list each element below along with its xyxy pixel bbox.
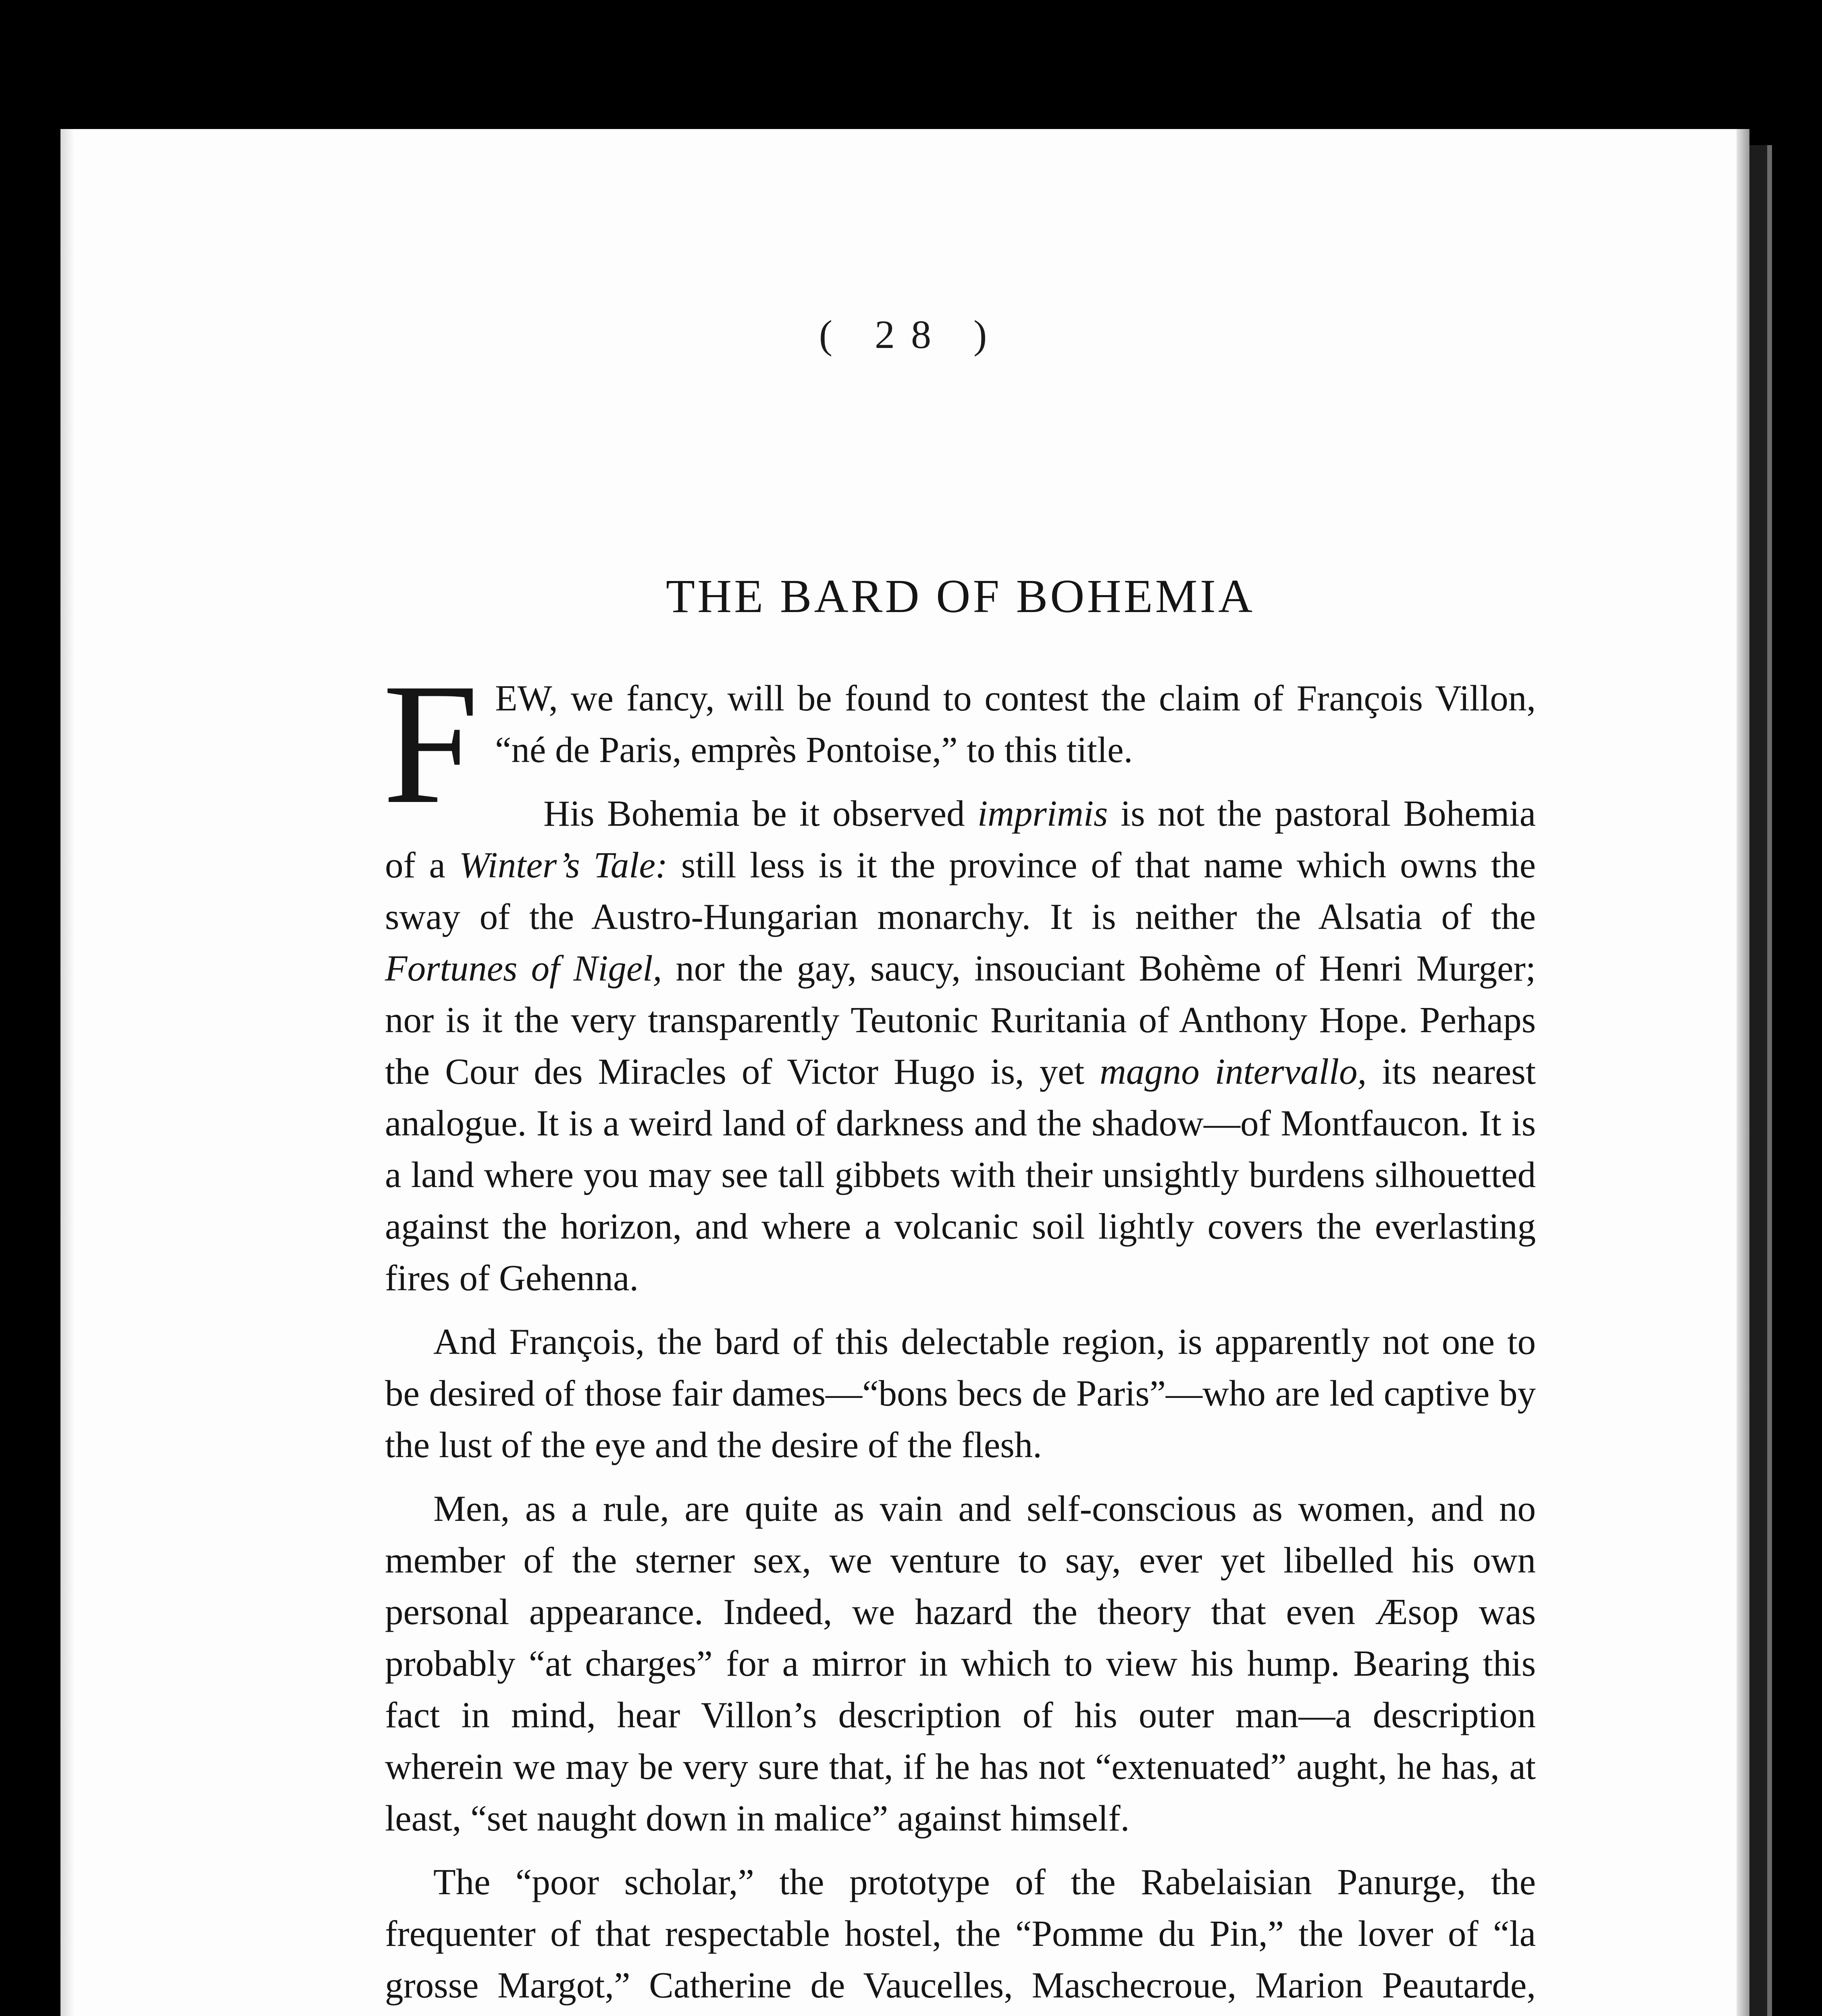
book-spine-edge <box>1767 145 1772 2016</box>
paragraph-2-text-i: its nearest analogue. It is a weird land of darkness and the shadow—of Montfaucon. It is a land where you may see tall gibbets with their unsightly burdens silhouetted against the horizon, and where a volcanic soil lightly covers the everlasting fires of Gehenna. <box>385 1051 1536 1298</box>
drop-cap: F <box>383 648 479 840</box>
paragraph-5: The “poor scholar,” the prototype of the Rabelaisian Panurge, the frequenter of that respectable hostel, the “Pomme du Pin,” the lover of “la grosse Margot,” Catherine de Vaucelles, Maschecroue, Marion Peautarde, <box>385 1862 1536 2006</box>
page-number: ( 28 ) <box>819 312 1003 357</box>
article-title: THE BARD OF BOHEMIA <box>666 570 1255 623</box>
paragraph-1-text: EW, we fancy, will be found to contest the claim of François Villon, “né de Paris, emprès Pontoise,” to this title. <box>495 678 1536 770</box>
paragraph-2-italic-imprimis: imprimis <box>977 793 1108 834</box>
paragraph-2 <box>385 788 1536 1304</box>
paragraph-2-italic-winters-tale: Winter’s Tale: <box>459 845 668 885</box>
page-right-shadow <box>1737 129 1749 2016</box>
paragraph-2-text-e: still less is it the province of that name which owns the sway of the Austro-Hungarian monarchy. It is neither the Alsatia of the <box>385 845 1536 937</box>
paragraph-3: And François, the bard of this delectable region, is apparently not one to be desired of those fair dames—“bons becs de Paris”—who are led captive by the lust of the eye and the desire of the flesh. <box>385 1321 1536 1465</box>
paragraph-2-text-g: nor the gay, saucy, insouciant Bohème of Henri Murger; nor is it the very transparently Teutonic Ruritania of Anthony Hope. Perhaps the Cour des Miracles of Victor Hugo is, yet <box>385 948 1536 1092</box>
article <box>383 570 1536 2016</box>
paragraph-2-text-c: is not the pastoral Bohemia of a <box>385 793 1536 885</box>
page-left-shadow <box>60 129 74 2016</box>
paragraph-2-italic-fortunes-of-nigel: Fortunes of Nigel, <box>385 948 662 989</box>
paragraph-2-italic-magno-intervallo: magno intervallo, <box>1100 1051 1367 1092</box>
paragraph-2-text-a: His Bohemia be it observed <box>543 793 978 834</box>
book-spine <box>1749 145 1767 2016</box>
paragraph-4: Men, as a rule, are quite as vain and self-conscious as women, and no member of the sterner sex, we venture to say, ever yet libelled his own personal appearance. Indeed, we hazard the theory that even Æsop was probably “at charges” for a mirror in which to view his hump. Bearing this fact in mind, hear Villon’s description of his outer man—a description wherein we may be very sure that, if he has not “extenuated” aught, he has, at least, “set naught down in malice” against himself. <box>385 1488 1536 1839</box>
